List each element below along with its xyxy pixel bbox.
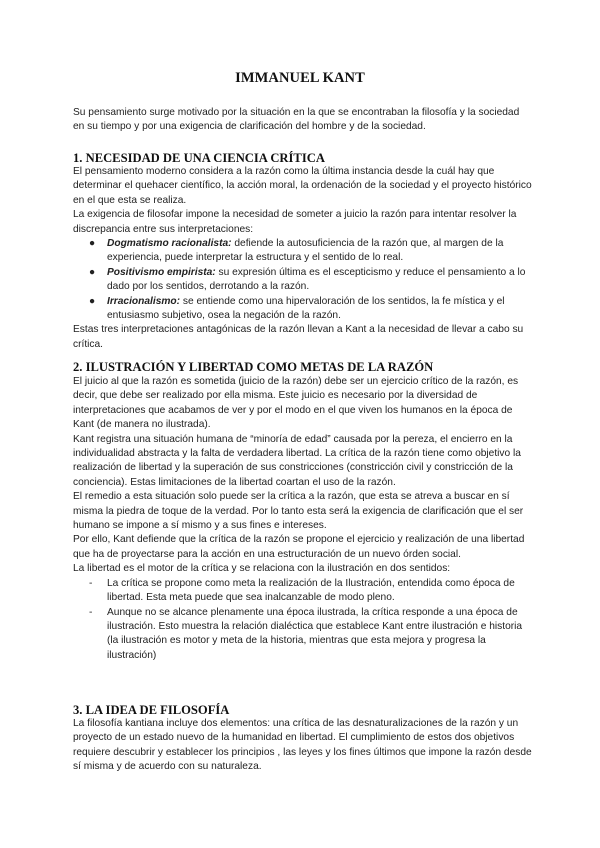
bullet-term: Positivismo empirista: [107,266,216,278]
section-2-paragraph-1: El juicio al que la razón es sometida (juicio de la razón) debe ser un ejercicio crítico de la razón, es decir, que debe ser realizado por ella misma. Este juicio es necesario por la diversidad de interpretaciones que acabamos de ver y por el modo en el que viven los humanos en la época de Kant (de manera no ilustrada). [73,376,519,431]
section-1-paragraph-1: El pensamiento moderno considera a la razón como la última instancia desde la cuál hay que determinar el quehacer científico, la acción moral, la ordenación de la sociedad y el proyecto histórico en el que esta se realiza. [73,166,532,206]
bullet-term: Dogmatismo racionalista: [107,238,232,250]
bullet-text: su expresión última es el escepticismo y reduce el pensamiento a lo dado por los sentidos, derrotando a la razón. [107,266,526,293]
dash-marker: - [89,606,93,618]
section-2-paragraph-5: La libertad es el motor de la crítica y se relaciona con la ilustración en dos sentidos: [73,563,451,575]
dash-item-text: La crítica se propone como meta la realización de la Ilustración, entendida como época de libertad. Esta meta puede que sea inalcanzable de modo pleno. [107,577,515,604]
section-3-body [73,717,533,775]
section-3-paragraph-1: La filosofía kantiana incluye dos elementos: una crítica de las desnaturalizaciones de la razón y un proyecto de un estado nuevo de la humanidad en libertad. El cumplimiento de estos dos objetivos requiere descubrir y establecer los principios , las leyes y los fines últimos que impone la razón desde sí misma y de acuerdo con su naturaleza. [73,718,532,773]
bullet-text: defiende la autosuficiencia de la razón que, al margen de la experiencia, puede interpretar la estructura y el sentido de lo real. [107,238,504,264]
section-1-paragraph-2: La exigencia de filosofar impone la necesidad de someter a juicio la razón para intentar resolver la discrepancia entre sus interpretaciones: [73,209,517,235]
section-2-dash-list [73,577,533,663]
list-item [87,237,533,266]
section-1-body [73,165,533,352]
bullet-icon: ● [89,295,96,307]
section-1-heading: 1. NECESIDAD DE UNA CIENCIA CRÍTICA [73,151,325,165]
dash-item-text: Aunque no se alcance plenamente una época ilustrada, la crítica responde a una época de ilustración. Esto muestra la relación dialéctica que establece Kant entre ilustración e historia (la ilustración es motor y meta de la historia, mientras que esta mejora y progresa la ilustración) [107,606,523,661]
dash-marker: - [89,577,93,589]
section-2-paragraph-3: El remedio a esta situación solo puede ser la crítica a la razón, que esta se atreva a buscar en sí misma la piedra de toque de la verdad. Por lo tanto esta será la exigencia de clarificación que el ser humano se impone a sí mismo y a sus fines e intereses. [73,491,524,532]
list-item [87,577,533,606]
list-item [87,606,533,664]
section-2-heading: 2. ILUSTRACIÓN Y LIBERTAD COMO METAS DE LA RAZÓN [73,360,434,374]
section-2-body [73,375,533,663]
intro-paragraph [73,106,533,135]
section-2-paragraph-4: Por ello, Kant defiende que la crítica de la razón se propone el ejercicio y realización de una libertad que ha de proyectarse para la acción en una estructuración de un nuevo órden social. [73,534,525,560]
bullet-icon: ● [89,238,96,250]
section-3-heading: 3. LA IDEA DE FILOSOFÍA [73,703,230,717]
bullet-text: se entiende como una hipervaloración de los sentidos, la fe mística y el entusiasmo subjetivo, osea la negación de la razón. [107,295,505,322]
list-item [87,295,533,324]
section-2-paragraph-2: Kant registra una situación humana de “minoría de edad” causada por la pereza, el encierro en la individualidad abstracta y la falta de verdadera libertad. La crítica de la razón tiene como objetivo la realización de libertad y la superación de sus constricciones (constricción civil y constricción de la conciencia). Estas limitaciones de la libertad coartan el uso de la razón. [73,433,521,488]
bullet-term: Irracionalismo: [107,295,181,307]
list-item [87,266,533,295]
section-1-bullet-list [73,237,533,323]
document-title: IMMANUEL KANT [235,70,365,86]
section-1-paragraph-3: Estas tres interpretaciones antagónicas de la razón llevan a Kant a la necesidad de llevar a cabo su crítica. [73,324,524,350]
intro-text: Su pensamiento surge motivado por la situación en la que se encontraban la filosofía y la sociedad en su tiempo y por una exigencia de clarificación del hombre y de la sociedad. [73,107,520,133]
bullet-icon: ● [89,266,96,278]
